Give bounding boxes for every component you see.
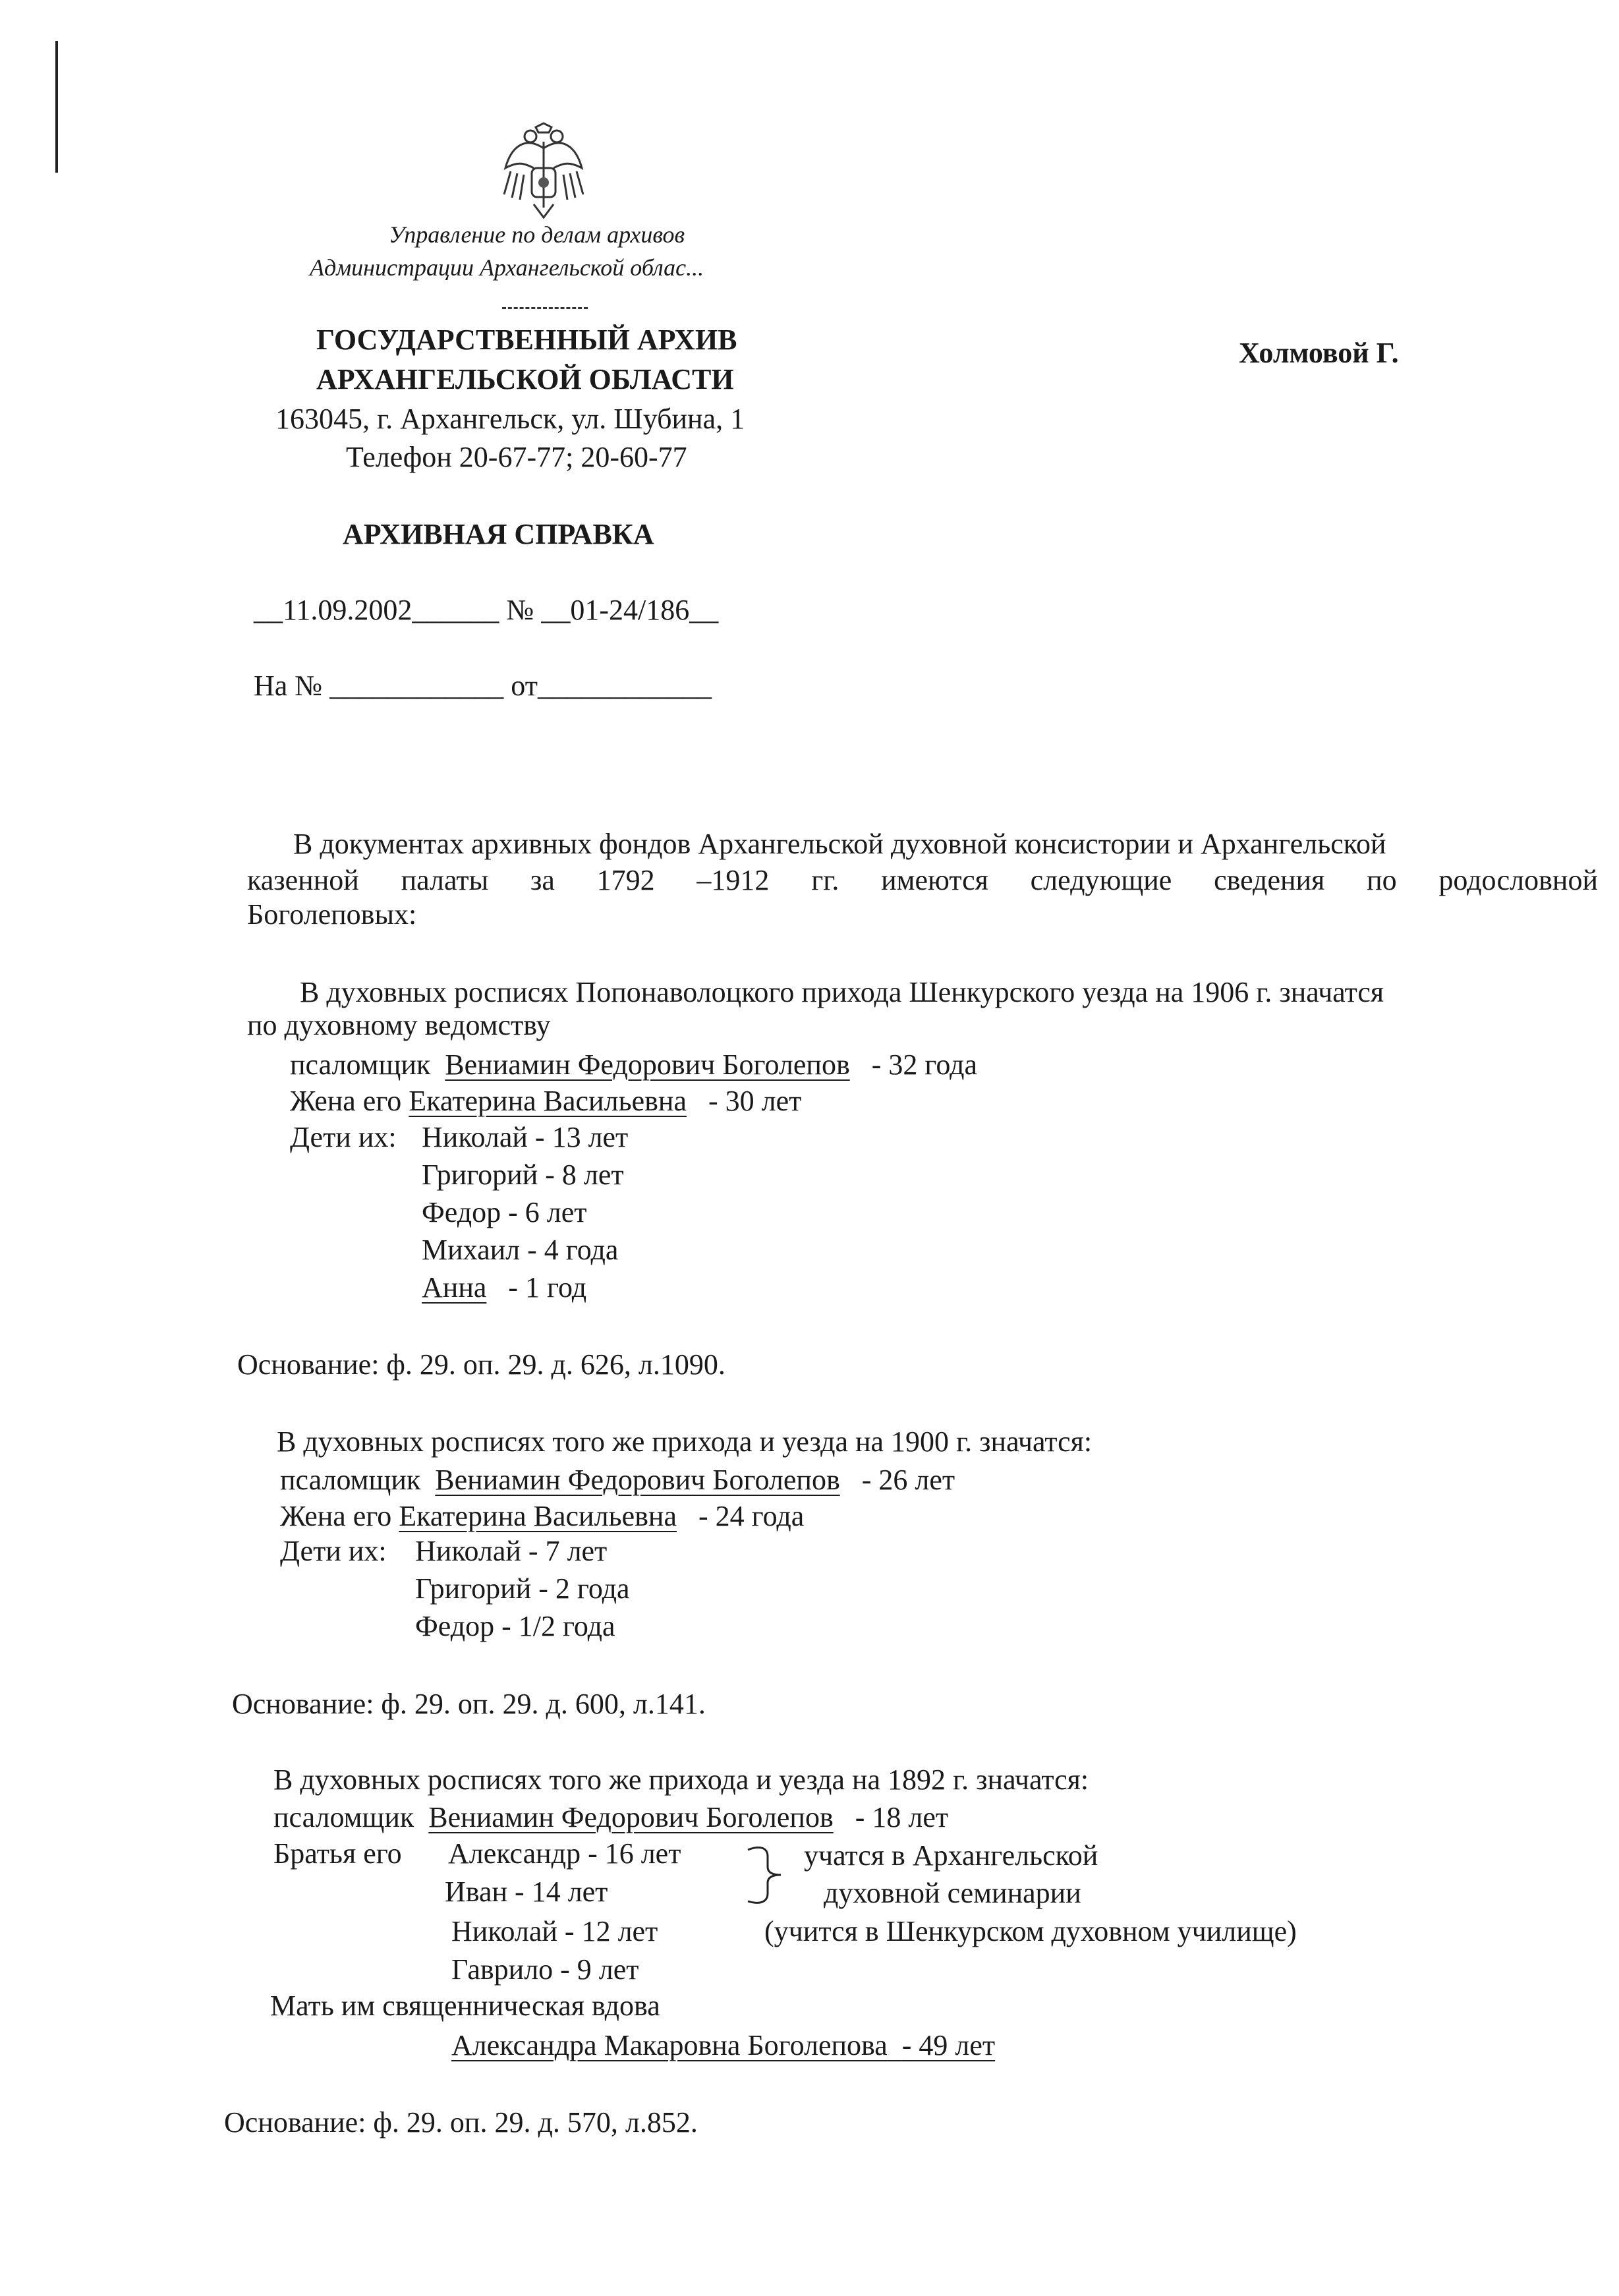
- s2-line-1: В духовных росписях того же прихода и уезда на 1900 г. значатся:: [277, 1425, 1093, 1458]
- doc-number: 01-24/186: [570, 594, 690, 626]
- margin-mark: [55, 41, 58, 173]
- ref-from-label: от: [511, 670, 538, 702]
- s2-child-2: Григорий - 2 года: [415, 1572, 630, 1605]
- s3-basis: Основание: ф. 29. оп. 29. д. 570, л.852.: [224, 2106, 698, 2138]
- doc-number-label: №: [506, 594, 534, 626]
- s2-basis: Основание: ф. 29. оп. 29. д. 600, л.141.: [232, 1688, 706, 1720]
- s3-psalmist: псаломщик Вениамин Федорович Боголепов - 18 лет: [273, 1801, 949, 1833]
- s3-note-2: духовной семинарии: [824, 1877, 1081, 1909]
- archive-address: 163045, г. Архангельск, ул. Шубина, 1: [275, 403, 745, 435]
- brace-icon: [745, 1842, 784, 1908]
- doc-date: 11.09.2002: [283, 594, 412, 626]
- s1-line-2: по духовному ведомству: [247, 1009, 551, 1041]
- s3-psalmist-name: Вениамин Федорович Боголепов: [428, 1801, 834, 1833]
- s2-psalmist: псаломщик Вениамин Федорович Боголепов - 26 лет: [280, 1464, 955, 1496]
- s3-mother-name: Александра Макаровна Боголепова: [451, 2029, 888, 2061]
- s1-line-1: В духовных росписях Попонаволоцкого прихода Шенкурского уезда на 1906 г. значатся: [300, 976, 1384, 1008]
- s3-brothers-label: Братья его: [273, 1837, 402, 1870]
- archive-name-line-2: АРХАНГЕЛЬСКОЙ ОБЛАСТИ: [316, 363, 734, 395]
- s1-child-1: Николай - 13 лет: [422, 1121, 629, 1153]
- intro-line-2: казенной палаты за 1792 –1912 гг. имеются следующие сведения по родословной: [247, 864, 1598, 896]
- s2-children-label: Дети их:: [280, 1535, 387, 1567]
- ref-label: На №: [254, 670, 323, 702]
- s1-child-5: Анна - 1 год: [422, 1271, 587, 1304]
- s3-note-1: учатся в Архангельской: [804, 1839, 1098, 1872]
- s1-child-2: Григорий - 8 лет: [422, 1159, 624, 1191]
- s3-note-3: (учится в Шенкурском духовном училище): [764, 1915, 1297, 1947]
- intro-line-1: В документах архивных фондов Архангельской духовной консистории и Архангельской: [293, 828, 1386, 860]
- s1-child-3: Федор - 6 лет: [422, 1196, 587, 1228]
- s2-child-1: Николай - 7 лет: [415, 1535, 608, 1567]
- s1-basis: Основание: ф. 29. оп. 29. д. 626, л.1090.: [237, 1348, 725, 1381]
- ref-line: На № ____________ от____________: [254, 670, 712, 702]
- s3-line-1: В духовных росписях того же прихода и уезда на 1892 г. значатся:: [273, 1764, 1089, 1796]
- s1-psalmist: псаломщик Вениамин Федорович Боголепов - 32 года: [290, 1048, 977, 1081]
- separator: [502, 307, 588, 309]
- coat-of-arms-icon: [497, 122, 590, 221]
- s1-wife-name: Екатерина Васильевна: [409, 1085, 687, 1117]
- doc-title: АРХИВНАЯ СПРАВКА: [343, 518, 654, 550]
- archive-phone: Телефон 20-67-77; 20-60-77: [346, 441, 687, 473]
- s1-psalmist-name: Вениамин Федорович Боголепов: [445, 1048, 850, 1081]
- s3-brother-3: Николай - 12 лет: [451, 1915, 658, 1947]
- s2-wife: Жена его Екатерина Васильевна - 24 года: [280, 1500, 805, 1532]
- s1-children-label: Дети их:: [290, 1121, 397, 1153]
- s3-mother-label: Мать им священническая вдова: [270, 1990, 660, 2022]
- doc-date-line: __11.09.2002______ № __01-24/186__: [254, 594, 719, 626]
- s2-wife-name: Екатерина Васильевна: [399, 1500, 677, 1532]
- s2-child-3: Федор - 1/2 года: [415, 1610, 615, 1642]
- s3-brother-4: Гаврило - 9 лет: [451, 1953, 639, 1986]
- s3-brother-2: Иван - 14 лет: [445, 1876, 608, 1908]
- s1-wife: Жена его Екатерина Васильевна - 30 лет: [290, 1085, 802, 1117]
- s3-brother-1: Александр - 16 лет: [448, 1837, 681, 1870]
- archive-name-line-1: ГОСУДАРСТВЕННЫЙ АРХИВ: [316, 324, 737, 356]
- agency-line-1: Управление по делам архивов: [389, 221, 685, 248]
- intro-line-3: Боголеповых:: [247, 898, 417, 931]
- s1-child-4: Михаил - 4 года: [422, 1234, 619, 1266]
- recipient: Холмовой Г.: [1239, 337, 1399, 369]
- s2-psalmist-name: Вениамин Федорович Боголепов: [435, 1464, 840, 1496]
- s3-mother: Александра Макаровна Боголепова - 49 лет: [451, 2029, 996, 2061]
- agency-line-2: Администрации Архангельской облас...: [310, 254, 704, 281]
